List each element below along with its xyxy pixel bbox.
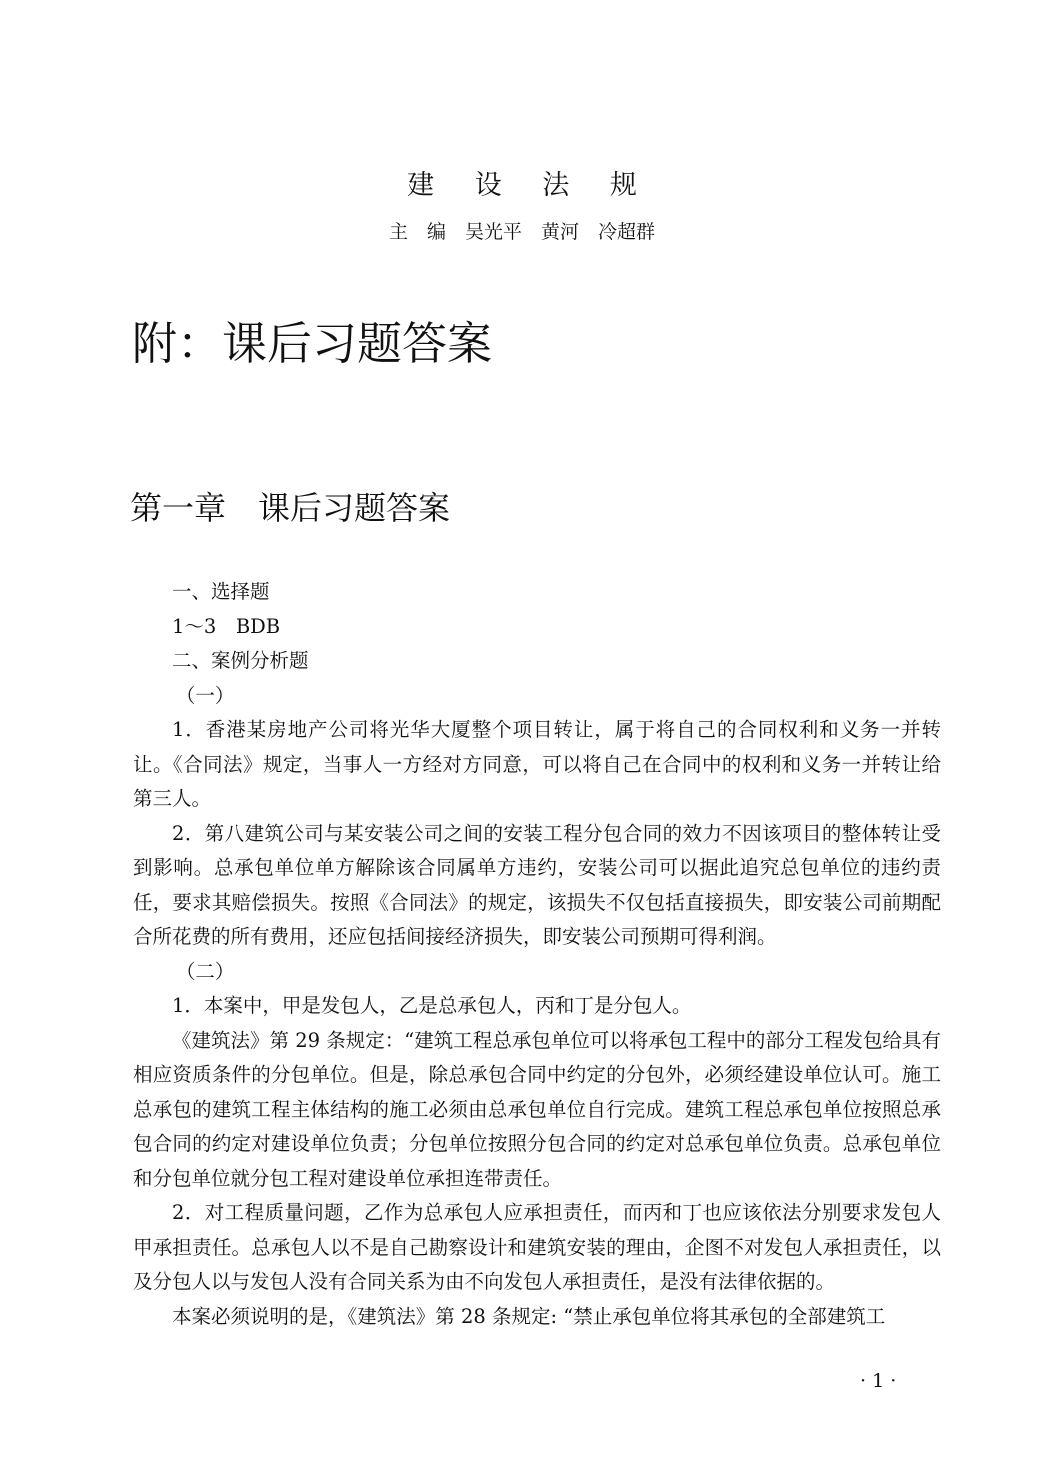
section-heading-case: 二、案例分析题	[172, 649, 309, 672]
section-heading-choice: 一、选择题	[172, 580, 270, 603]
editors-line: 主 编 吴光平 黄河 冷超群	[388, 221, 655, 243]
case-number-two: （二）	[175, 959, 235, 983]
book-title: 建 设 法 规	[407, 170, 653, 201]
paragraph: 2．第八建筑公司与某安装公司之间的安装工程分包合同的效力不因该项目的整体转让受到影响。总承包单位单方解除该合同属单方违约，安装公司可以据此追究总包单位的违约责任，要求其赔偿损失。按照《合同法》的规定，该损失不仅包括直接损失，即安装公司前期配合所花费的所有费用，还应包括间接经济损失，即安装公司预期可得利润。	[133, 821, 941, 948]
paragraph: 2．对工程质量问题，乙作为总承包人应承担责任，而丙和丁也应该依法分别要求发包人甲承担责任。总承包人以不是自己勘察设计和建筑安装的理由，企图不对发包人承担责任，以及分包人以与发包人没有合同关系为由不向发包人承担责任，是没有法律依据的。	[133, 1201, 941, 1293]
paragraph: 1．本案中，甲是发包人，乙是总承包人，丙和丁是分包人。	[172, 994, 692, 1017]
body-text	[133, 575, 941, 1334]
choice-answers: 1～3 BDB	[172, 614, 281, 638]
paragraph: 1．香港某房地产公司将光华大厦整个项目转让，属于将自己的合同权利和义务一并转让。《合同法》规定，当事人一方经对方同意，可以将自己在合同中的权利和义务一并转让给第三人。	[133, 718, 941, 810]
appendix-title: 附：课后习题答案	[132, 317, 493, 370]
case-number-one: （一）	[175, 683, 235, 707]
paragraph: 本案必须说明的是，《建筑法》第 28 条规定: “禁止承包单位将其承包的全部建筑工	[172, 1304, 886, 1328]
paragraph: 《建筑法》第 29 条规定：“建筑工程总承包单位可以将承包工程中的部分工程发包给具有相应资质条件的分包单位。但是，除总承包合同中约定的分包外，必须经建设单位认可。施工总承包的建筑工程主体结构的施工必须由总承包单位自行完成。建筑工程总承包单位按照总承包合同的约定对建设单位负责；分包单位按照分包合同的约定对总承包单位负责。总承包单位和分包单位就分包工程对建设单位承担连带责任。	[133, 1028, 941, 1190]
page-number: · 1 ·	[860, 1370, 897, 1392]
chapter-title: 第一章 课后习题答案	[130, 489, 451, 527]
